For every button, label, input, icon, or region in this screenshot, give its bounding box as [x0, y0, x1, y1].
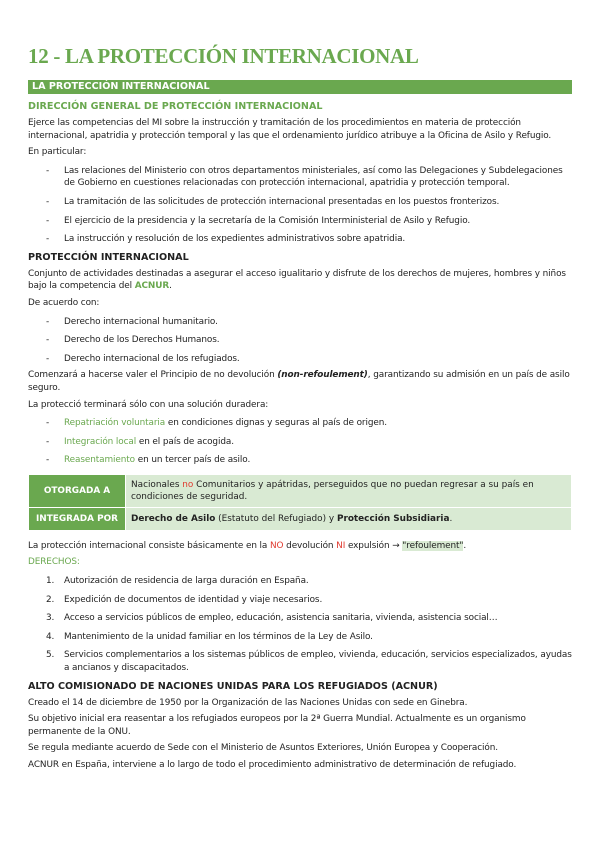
dgpi-list — [28, 165, 572, 246]
pi-de-acuerdo: De acuerdo con: — [28, 297, 100, 308]
row2-d: . — [449, 513, 453, 524]
derecho-text: Servicios complementarios a los sistemas públicos de empleo, vivienda, educación, servicios especializados, ayudas a ancianos y discapacitados. — [64, 650, 572, 674]
row1-no: no — [182, 479, 194, 490]
list-item: 3. Acceso a servicios públicos de empleo, educación, asistencia sanitaria, vivienda, asistencia social… — [46, 613, 498, 624]
row2-c: Protección Subsidiaria — [336, 513, 450, 524]
table-row — [29, 507, 572, 530]
acnur-para: Creado el 14 de diciembre de 1950 por la Organización de las Naciones Unidas con sede en Ginebra. — [28, 697, 468, 708]
solucion-term: Repatriación voluntaria — [64, 418, 166, 429]
list-item: - La tramitación de las solicitudes de protección internacional presentadas en los puestos fronterizos. — [28, 196, 572, 209]
list-item: - Derecho de los Derechos Humanos. — [28, 334, 572, 347]
table-label: OTORGADA A — [29, 474, 126, 507]
consiste-ni: NI — [336, 540, 346, 551]
acnur-para: ACNUR en España, interviene a lo largo de todo el procedimiento administrativo de determinación de refugiado. — [28, 760, 517, 770]
list-item: - La instrucción y resolución de los expedientes administrativos sobre apatridia. — [28, 233, 572, 246]
derechos-heading: DERECHOS: — [28, 557, 80, 568]
acnur-term: ACNUR — [134, 281, 170, 292]
acnur-para: Su objetivo inicial era reasentar a los refugiados europeos por la 2ª Guerra Mundial. Actualmente es un organismo permanente de la ONU. — [28, 714, 526, 737]
section-bar: LA PROTECCIÓN INTERNACIONAL — [28, 80, 572, 94]
derecho-text: Expedición de documentos de identidad y viaje necesarios. — [64, 594, 323, 605]
pi-terminara: La protecció terminará sólo con una solución duradera: — [28, 399, 269, 410]
pi-period: . — [169, 281, 172, 292]
soluciones-list — [28, 417, 572, 467]
dgpi-en-particular: En particular: — [28, 147, 87, 158]
table-value — [126, 474, 572, 507]
page-title: 12 - LA PROTECCIÓN INTERNACIONAL — [28, 44, 419, 68]
consiste-e: . — [463, 540, 467, 551]
row1-a: Nacionales — [131, 479, 183, 490]
list-item — [28, 417, 572, 430]
table-value — [126, 507, 572, 530]
proteccion-table — [28, 474, 572, 531]
derechos-list — [28, 575, 572, 675]
derecho-text: Autorización de residencia de larga duración en España. — [64, 576, 309, 587]
solucion-rest: en el país de acogida. — [136, 436, 234, 447]
list-item: - Derecho internacional de los refugiados. — [28, 353, 572, 366]
list-item: 4. Mantenimiento de la unidad familiar en los términos de la Ley de Asilo. — [46, 631, 373, 642]
refoulement-quote: "refoulement" — [402, 540, 464, 551]
arrow-right-icon: → — [392, 540, 400, 551]
solucion-rest: en un tercer país de asilo. — [135, 455, 251, 466]
solucion-term: Integración local — [64, 436, 137, 447]
consiste-c: expulsión — [345, 540, 393, 551]
non-refoulement-term: (non-refoulement) — [277, 370, 368, 381]
solucion-term: Reasentamiento — [64, 455, 135, 466]
pi-conjunto-text: Conjunto de actividades destinadas a asegurar el acceso igualitario y disfrute de los derechos de mujeres, hombres y niños bajo la competencia del — [28, 268, 566, 292]
pi-conjunto — [28, 268, 572, 293]
dgpi-heading: DIRECCIÓN GENERAL DE PROTECCIÓN INTERNACIONAL — [28, 101, 323, 112]
list-item: 1. Autorización de residencia de larga duración en España. — [46, 576, 309, 587]
list-item — [28, 454, 572, 467]
list-item: 5. Servicios complementarios a los sistemas públicos de empleo, vivienda, educación, servicios especializados, ayudas a ancianos y discapacitados. — [46, 650, 572, 674]
row1-b: Comunitarios y apátridas, perseguidos que no puedan regresar a su país en condiciones de seguridad. — [131, 479, 534, 502]
table-label: INTEGRADA POR — [29, 507, 126, 530]
derecho-text: Mantenimiento de la unidad familiar en los términos de la Ley de Asilo. — [64, 631, 373, 642]
principio-a: Comenzará a hacerse valer el Principio de no devolución — [28, 370, 275, 381]
principio-c: , garantizando su admisión en un país de asilo seguro. — [28, 370, 570, 393]
list-item: 2. Expedición de documentos de identidad y viaje necesarios. — [46, 594, 323, 605]
list-item — [28, 436, 572, 449]
row2-b: (Estatuto del Refugiado) y — [215, 513, 337, 524]
derecho-text: Acceso a servicios públicos de empleo, educación, asistencia sanitaria, vivienda, asistencia social… — [64, 613, 498, 624]
row2-a: Derecho de Asilo — [131, 513, 216, 524]
consiste-line — [28, 540, 572, 553]
acnur-heading: ALTO COMISIONADO DE NACIONES UNIDAS PARA LOS REFUGIADOS (ACNUR) — [28, 680, 438, 692]
dgpi-intro: Ejerce las competencias del MI sobre la instrucción y tramitación de los procedimientos en materia de protección internacional, apatridia y protección temporal y las que el ordenamiento jurídico atribuye a la Oficina de Asilo y Refugio. — [28, 118, 552, 141]
list-item: - Las relaciones del Ministerio con otros departamentos ministeriales, así como las Delegaciones y Subdelegaciones de Gobierno en cuestiones relacionadas con protección internacional, apatridia y protección temporal. — [28, 165, 572, 190]
pi-heading: PROTECCIÓN INTERNACIONAL — [28, 251, 189, 263]
consiste-a: La protección internacional consiste básicamente en la — [28, 540, 270, 551]
consiste-no: NO — [270, 540, 284, 551]
solucion-rest: en condiciones dignas y seguras al país de origen. — [165, 418, 387, 429]
pi-principio — [28, 369, 572, 394]
consiste-b: devolución — [283, 540, 337, 551]
list-item: - El ejercicio de la presidencia y la secretaría de la Comisión Interministerial de Asilo y Refugio. — [28, 215, 572, 228]
table-row — [29, 474, 572, 507]
pi-list — [28, 316, 572, 366]
list-item: - Derecho internacional humanitario. — [28, 316, 572, 329]
acnur-para: Se regula mediante acuerdo de Sede con el Ministerio de Asuntos Exteriores, Unión Europea y Cooperación. — [28, 743, 498, 754]
